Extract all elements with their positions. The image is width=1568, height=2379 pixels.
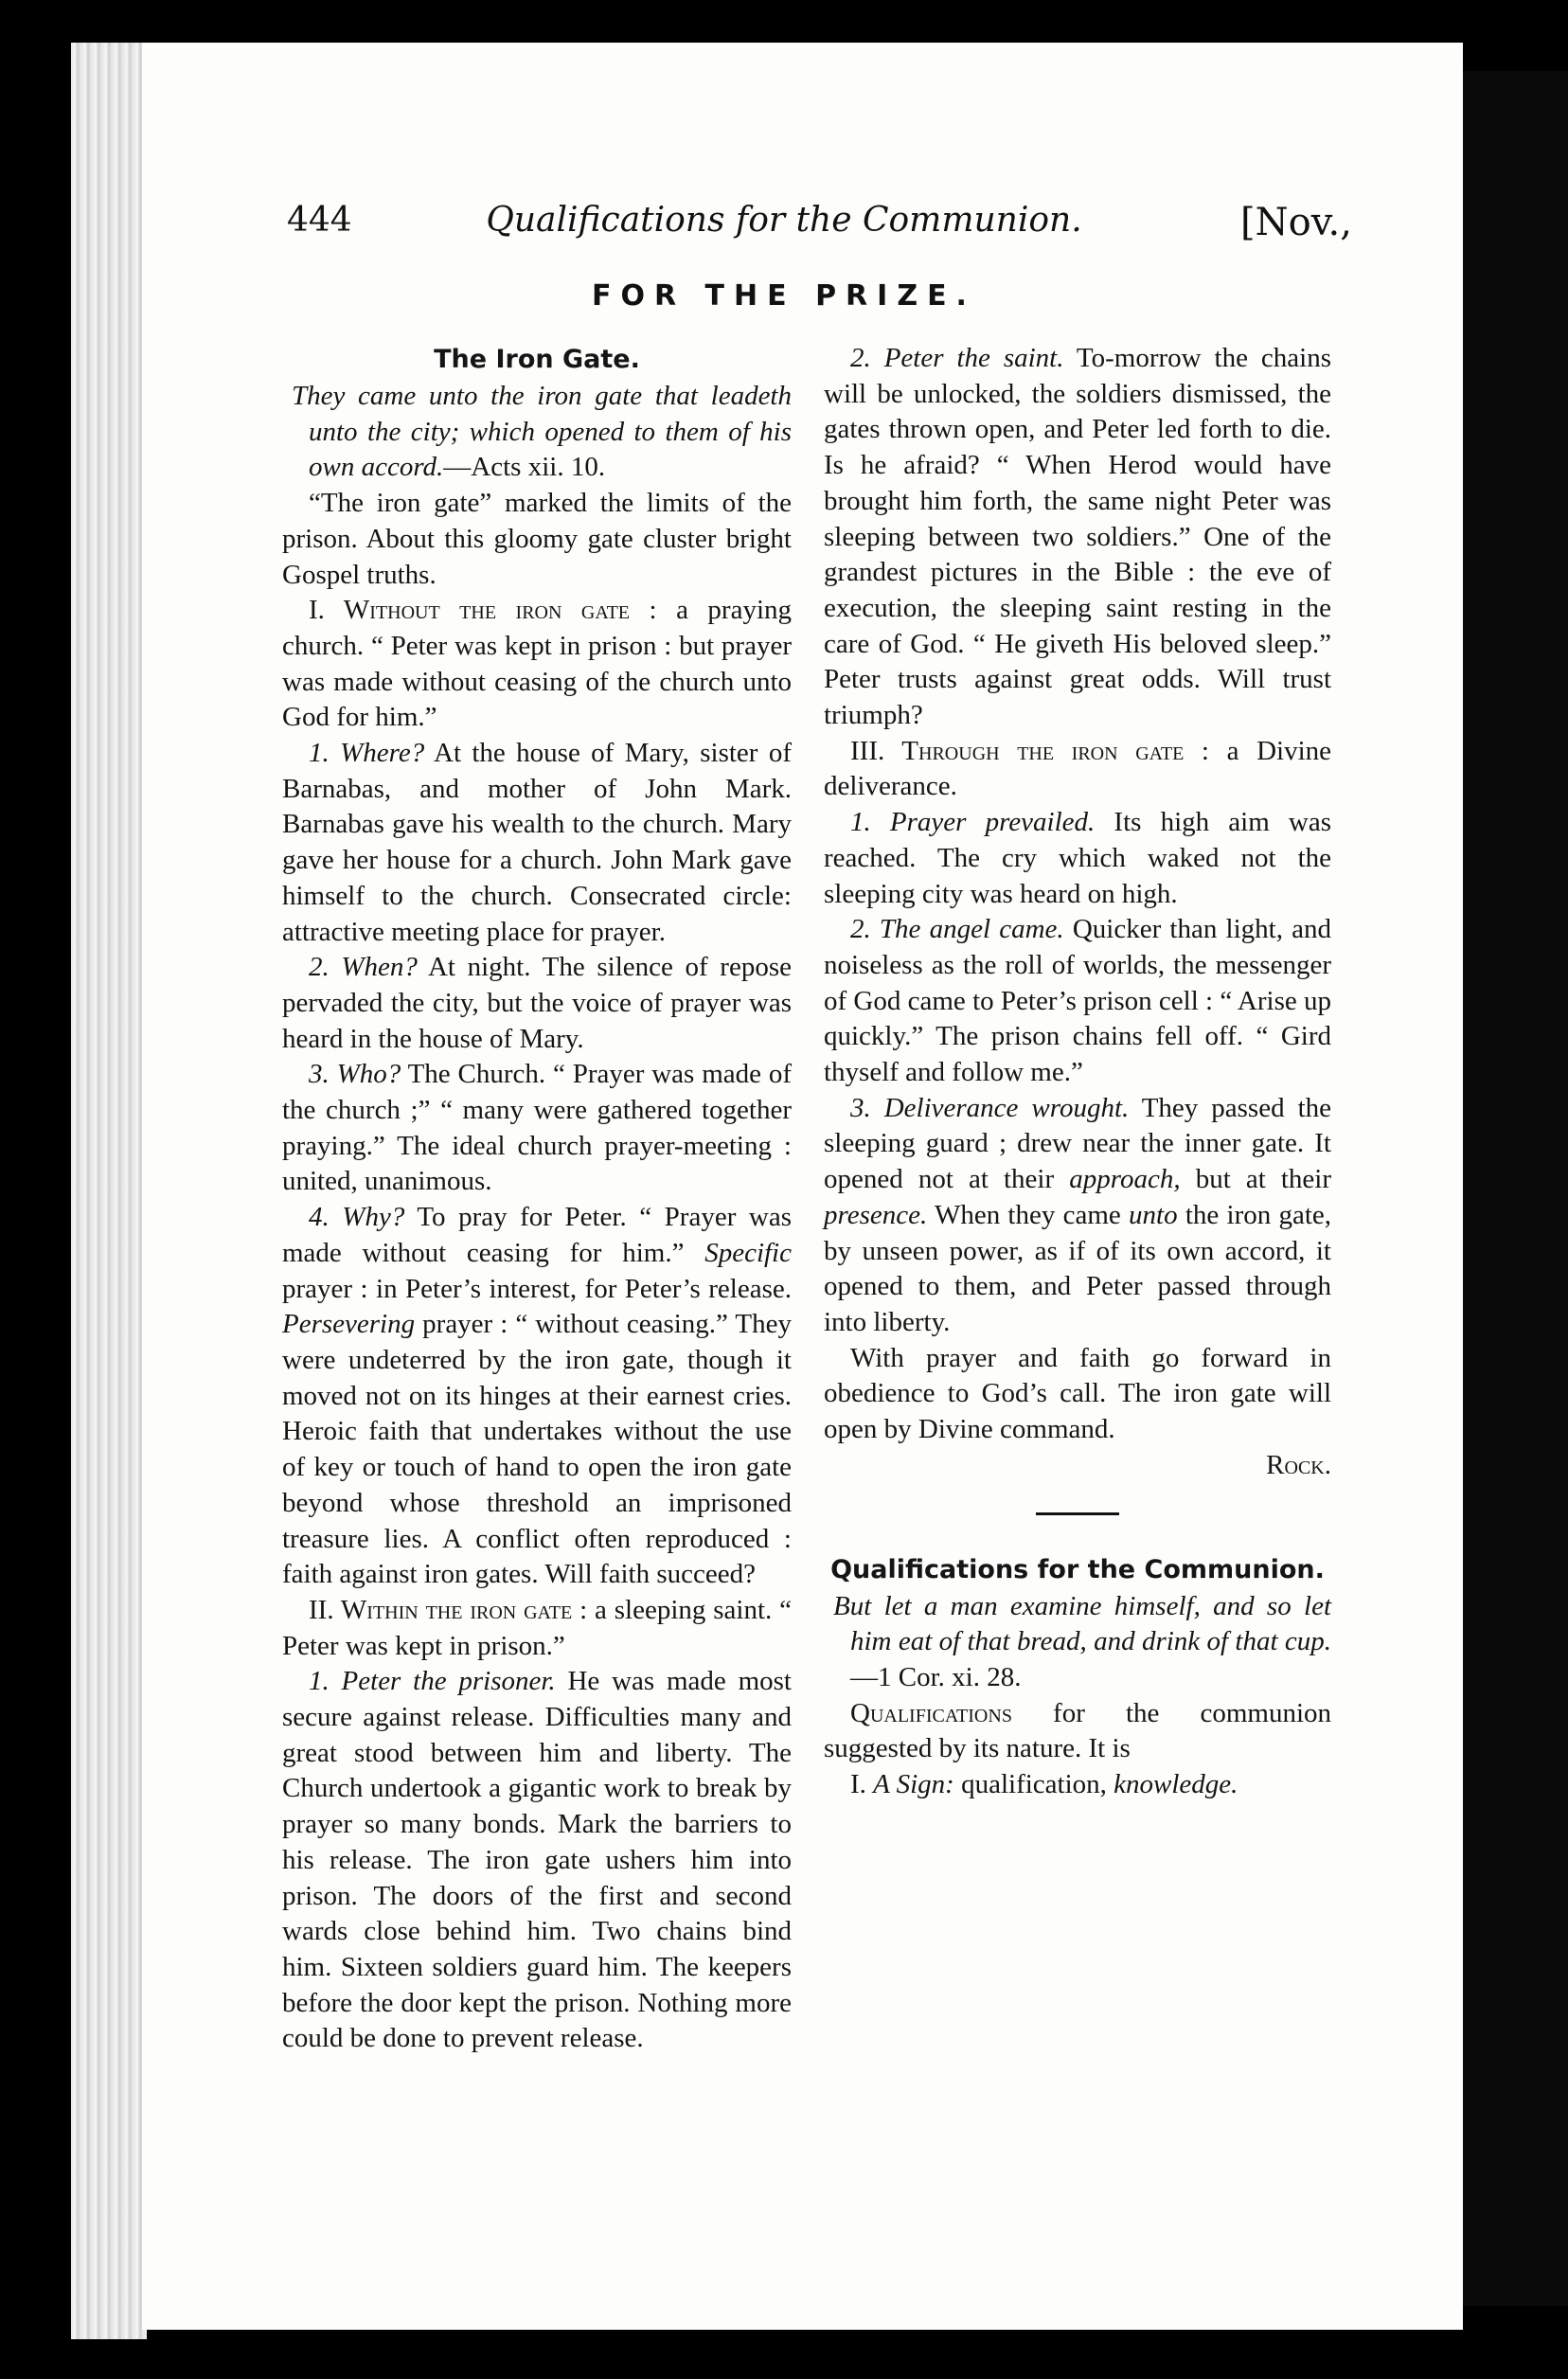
point-2-2 xyxy=(824,341,1331,734)
point-2 xyxy=(282,1593,792,1664)
point-1-4-text-c: prayer : “ without ceasing.” They were undeterred by the iron gate, though it moved not on its hinges at their earnest cries. Heroic faith that undertakes without the use of key or touch of hand to open the iron gate beyond whose threshold an imprisoned treasure lies. A conflict often reproduced : faith against iron gates. Will faith succeed? xyxy=(282,1309,793,1590)
point-1 xyxy=(282,593,792,736)
point-2-text: : a sleeping saint. “ Peter was kept in prison.” xyxy=(282,1594,793,1661)
article-2-intro-text: for the communion suggested by its nature. It is xyxy=(824,1697,1331,1764)
persevering-word: Persevering xyxy=(282,1309,416,1340)
article-2-intro xyxy=(824,1696,1331,1767)
left-column xyxy=(282,341,792,2057)
article-2-epigraph-reference: —1 Cor. xi. 28. xyxy=(850,1661,1022,1692)
epigraph xyxy=(282,379,792,486)
article-2-point-1-label: A Sign: xyxy=(873,1769,954,1800)
point-1-4 xyxy=(282,1200,792,1593)
point-3-2 xyxy=(824,912,1331,1091)
article-2-point-1-text: qualification, xyxy=(961,1769,1107,1800)
book-gutter xyxy=(1463,71,1568,2306)
point-2-heading: II. Within the iron gate xyxy=(309,1594,573,1625)
article-2-epigraph xyxy=(824,1589,1331,1696)
approach-word: approach, xyxy=(1069,1164,1181,1195)
point-3-3 xyxy=(824,1091,1331,1341)
point-3-1-label: 1. Prayer prevailed. xyxy=(850,807,1096,838)
right-column xyxy=(824,341,1331,1803)
epigraph-text: They came unto the iron gate that leadeth unto the city; which opened to them of his own accord. xyxy=(292,381,792,483)
point-3-3-label: 3. Deliverance wrought. xyxy=(850,1092,1130,1123)
specific-word: Specific xyxy=(704,1237,792,1268)
article-2-point-1-number: I. xyxy=(850,1769,866,1800)
point-1-text: : a praying church. “ Peter was kept in prison : but prayer was made without ceasing of the church unto God for him.” xyxy=(282,595,793,733)
page-stack-edge xyxy=(71,43,147,2339)
section-divider xyxy=(1036,1512,1119,1515)
author-signature: Rock. xyxy=(1266,1449,1331,1480)
point-1-1 xyxy=(282,736,792,950)
epigraph-reference: —Acts xii. 10. xyxy=(443,452,606,483)
point-1-2-text: At night. The silence of repose pervaded the city, but the voice of prayer was heard in the house of Mary. xyxy=(282,952,792,1054)
point-1-2 xyxy=(282,950,792,1057)
point-3-3-text-c: When they came xyxy=(934,1199,1121,1230)
point-1-3-text: The Church. “ Prayer was made of the church ;” “ many were gathered together praying.” The ideal church prayer-meeting : united, unanimous. xyxy=(282,1059,792,1197)
point-2-1 xyxy=(282,1664,792,2057)
point-1-1-text: At the house of Mary, sister of Barnabas, and mother of John Mark. Barnabas gave his wealth to the church. Mary gave her house for a church. John Mark gave himself to the church. Consecrated circle: attractive meeting place for prayer. xyxy=(282,738,792,947)
intro-paragraph: “The iron gate” marked the limits of the prison. About this gloomy gate cluster bright Gospel truths. xyxy=(282,488,792,590)
point-3-3-text-a: They passed the sleeping guard ; drew near the inner gate. It opened not at their xyxy=(824,1092,1331,1195)
unto-word: unto xyxy=(1129,1199,1178,1230)
presence-word: presence. xyxy=(824,1199,928,1230)
point-3-3-text-b: but at their xyxy=(1195,1164,1331,1195)
running-month: [Nov., xyxy=(1240,201,1352,244)
point-1-1-label: 1. Where? xyxy=(309,738,425,769)
point-1-heading: I. Without the iron gate xyxy=(309,595,631,626)
point-1-4-text-a: To pray for Peter. “ Prayer was made without ceasing for him.” xyxy=(282,1202,792,1268)
point-3-text: : a Divine deliverance. xyxy=(824,735,1332,802)
point-2-2-text: To-morrow the chains will be unlocked, the soldiers dismissed, the gates thrown open, and Peter led forth to die. Is he afraid? “ When Herod would have brought him forth, the same night Peter was sleeping between two soldiers.” One of the grandest pictures in the Bible : the eve of execution, the sleeping saint resting in the care of God. “ He giveth His beloved sleep.” Peter trusts against great odds. Will trust triumph? xyxy=(824,343,1331,731)
point-1-3 xyxy=(282,1057,792,1200)
page-number: 444 xyxy=(287,201,352,240)
running-title: Qualifications for the Communion. xyxy=(486,201,1082,240)
point-2-2-label: 2. Peter the saint. xyxy=(850,343,1064,373)
point-3-2-text: Quicker than light, and noiseless as the roll of worlds, the messenger of God came to Peter’s prison cell : “ Arise up quickly.” The prison chains fell off. “ Gird thyself and follow me.” xyxy=(824,914,1332,1088)
point-3-1 xyxy=(824,805,1331,912)
point-1-2-label: 2. When? xyxy=(309,952,418,983)
article-2-title: Qualifications for the Communion. xyxy=(830,1554,1325,1584)
point-3-2-label: 2. The angel came. xyxy=(850,914,1064,945)
knowledge-word: knowledge. xyxy=(1114,1769,1238,1800)
conclusion-paragraph: With prayer and faith go forward in obedience to God’s call. The iron gate will open by Divine command. xyxy=(824,1342,1331,1445)
section-heading: FOR THE PRIZE. xyxy=(592,279,976,313)
point-3-heading: III. Through the iron gate xyxy=(850,735,1185,766)
point-3-3-text-d: the iron gate, by unseen power, as if of its own accord, it opened to them, and Peter passed through into liberty. xyxy=(824,1199,1332,1337)
article-title: The Iron Gate. xyxy=(434,345,640,374)
article-2-epigraph-text: But let a man examine himself, and so let him eat of that bread, and drink of that cup. xyxy=(833,1590,1331,1657)
point-2-1-label: 1. Peter the prisoner. xyxy=(309,1666,556,1697)
point-1-4-label: 4. Why? xyxy=(309,1202,405,1233)
point-1-3-label: 3. Who? xyxy=(309,1059,401,1090)
point-2-1-text: He was made most secure against release. Difficulties many and great stood between him and liberty. The Church undertook a gigantic work to break by prayer so many bonds. Mark the barriers to his release. The iron gate ushers him into prison. The doors of the first and second wards close behind him. Two chains bind him. Sixteen soldiers guard him. The keepers before the door kept the prison. Nothing more could be done to prevent release. xyxy=(282,1666,792,2054)
point-3-1-text: Its high aim was reached. The cry which waked not the sleeping city was heard on high. xyxy=(824,807,1332,909)
point-1-4-text-b: prayer : in Peter’s interest, for Peter’s release. xyxy=(282,1273,792,1304)
article-2-intro-heading: Qualifications xyxy=(850,1697,1012,1728)
article-2-point-1 xyxy=(824,1767,1331,1803)
point-3 xyxy=(824,734,1331,805)
